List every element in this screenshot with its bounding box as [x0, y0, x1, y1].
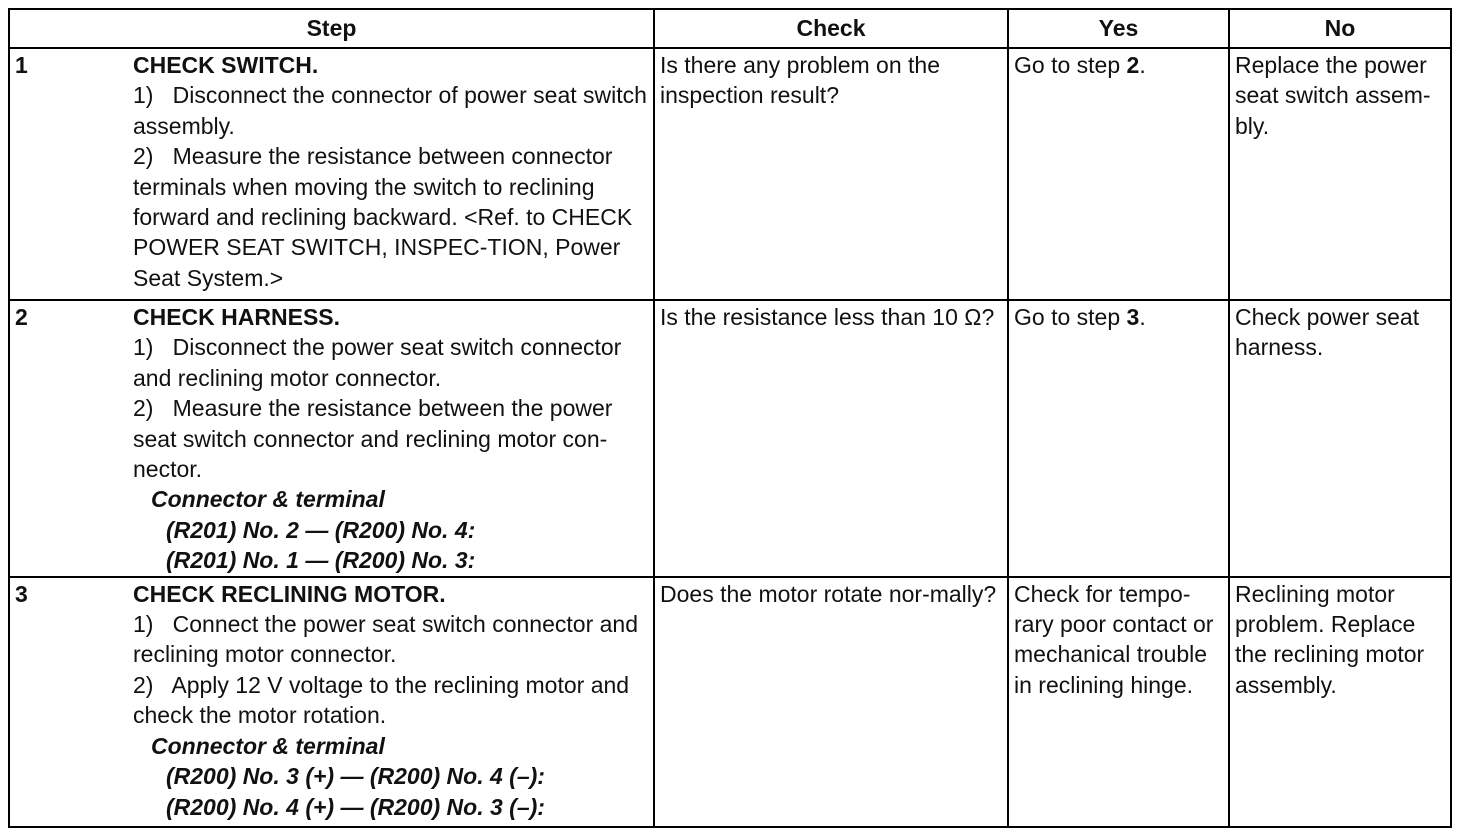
- header-row: [9, 9, 1451, 48]
- step-cell: [9, 577, 654, 827]
- step-title: CHECK HARNESS.: [133, 304, 341, 330]
- header-yes: Yes: [1008, 9, 1229, 48]
- header-check: Check: [654, 9, 1008, 48]
- yes-cell: [1008, 300, 1229, 577]
- step-number: 3: [15, 580, 28, 607]
- yes-cell: [1008, 48, 1229, 300]
- connector-terminal-pair: (R200) No. 4 (+) — (R200) No. 3 (–):: [166, 793, 545, 820]
- step-instruction: 1) Disconnect the connector of power seat switch assembly.: [133, 82, 647, 139]
- check-cell: Is the resistance less than 10 Ω?: [654, 300, 1008, 577]
- yes-suffix: .: [1139, 304, 1146, 330]
- step-instruction: 2) Measure the resistance between connector terminals when moving the switch to reclining forward and reclining backward. <Ref. to CHECK POWER SEAT SWITCH, INSPEC-TION, Power Seat System.>: [133, 143, 633, 291]
- yes-text: Go to step: [1014, 52, 1127, 78]
- step-number: 2: [15, 304, 28, 330]
- check-cell: Is there any problem on the inspection result?: [654, 48, 1008, 300]
- step-instruction: 1) Disconnect the power seat switch connector and reclining motor connector.: [133, 334, 622, 391]
- connector-terminal-pair: (R201) No. 1 — (R200) No. 3:: [166, 547, 476, 574]
- yes-text: Go to step: [1014, 304, 1127, 330]
- table-row: [9, 48, 1451, 300]
- yes-step-number: 2: [1126, 52, 1140, 78]
- header-no: No: [1229, 9, 1451, 48]
- yes-text: Check for tempo-rary poor contact or mechanical trouble in reclining hinge.: [1014, 580, 1214, 698]
- no-cell: Reclining motor problem. Replace the reclining motor assembly.: [1229, 577, 1451, 827]
- diagnostic-page: [8, 8, 1450, 831]
- step-cell: [9, 300, 654, 577]
- connector-terminal-heading: Connector & terminal: [151, 732, 385, 759]
- no-cell: Check power seat harness.: [1229, 300, 1451, 577]
- connector-terminal-pair: (R201) No. 2 — (R200) No. 4:: [166, 516, 476, 543]
- step-title: CHECK SWITCH.: [133, 52, 319, 78]
- yes-step-number: 3: [1126, 304, 1140, 330]
- step-instruction: 2) Measure the resistance between the power seat switch connector and reclining motor con-nector.: [133, 395, 613, 483]
- table-row: [9, 300, 1451, 577]
- check-cell: Does the motor rotate nor-mally?: [654, 577, 1008, 827]
- step-number: 1: [15, 52, 28, 78]
- step-title: CHECK RECLINING MOTOR.: [133, 580, 446, 607]
- header-step: Step: [9, 9, 654, 48]
- no-cell: Replace the power seat switch assem-bly.: [1229, 48, 1451, 300]
- yes-cell: [1008, 577, 1229, 827]
- diagnostic-table: [8, 8, 1452, 828]
- yes-suffix: .: [1139, 52, 1146, 78]
- step-cell: [9, 48, 654, 300]
- step-instruction: 1) Connect the power seat switch connector and reclining motor connector.: [133, 611, 639, 668]
- table-row: [9, 577, 1451, 827]
- connector-terminal-heading: Connector & terminal: [151, 486, 385, 513]
- connector-terminal-pair: (R200) No. 3 (+) — (R200) No. 4 (–):: [166, 763, 545, 790]
- step-instruction: 2) Apply 12 V voltage to the reclining motor and check the motor rotation.: [133, 671, 630, 729]
